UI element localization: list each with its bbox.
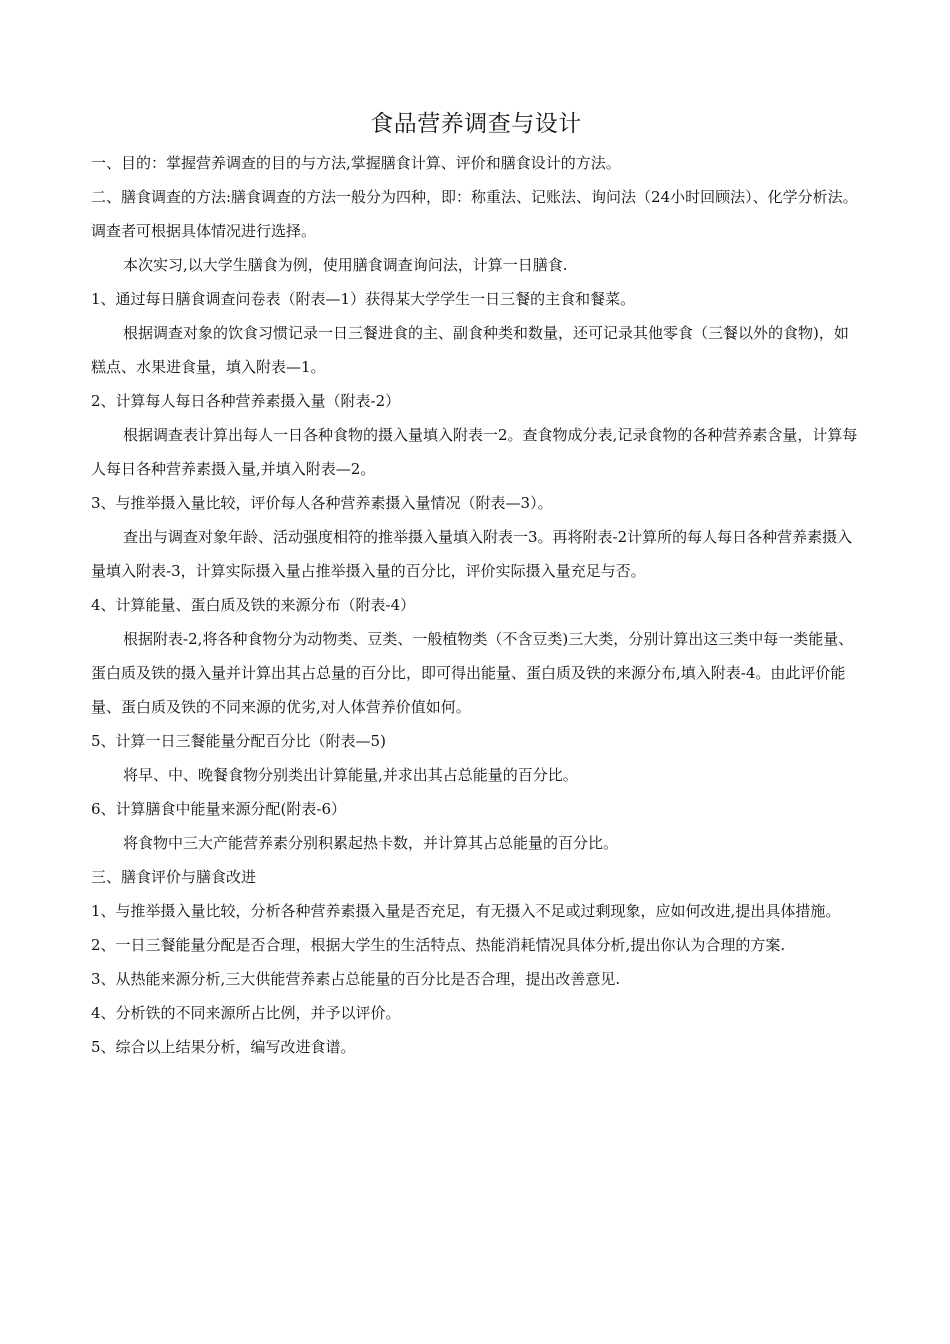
step-6-body: 将食物中三大产能营养素分别积累起热卡数，并计算其占总能量的百分比。 xyxy=(123,834,619,852)
step-3-heading: 3、与推举摄入量比较，评价每人各种营养素摄入量情况（附表—3）。 xyxy=(91,494,553,512)
evaluation-item-2: 2、一日三餐能量分配是否合理，根据大学生的生活特点、热能消耗情况具体分析,提出你认为合理的方案. xyxy=(91,936,786,954)
evaluation-item-4: 4、分析铁的不同来源所占比例，并予以评价。 xyxy=(91,1004,401,1022)
paragraph-purpose: 一、目的：掌握营养调查的目的与方法,掌握膳食计算、评价和膳食设计的方法。 xyxy=(91,154,621,172)
step-6-heading: 6、计算膳食中能量来源分配(附表-6） xyxy=(91,800,347,818)
step-1-body: 根据调查对象的饮食习惯记录一日三餐进食的主、副食种类和数量，还可记录其他零食（三餐以外的食物)，如糕点、水果进食量，填入附表—1。 xyxy=(91,324,849,376)
document-page xyxy=(91,106,861,1064)
step-4-heading: 4、计算能量、蛋白质及铁的来源分布（附表-4） xyxy=(91,596,416,614)
step-1-heading: 1、通过每日膳食调查问卷表（附表—1）获得某大学学生一日三餐的主食和餐菜。 xyxy=(91,290,636,308)
step-3-body: 查出与调查对象年龄、活动强度相符的推举摄入量填入附表一3。再将附表-2计算所的每人每日各种营养素摄入量填入附表-3，计算实际摄入量占推举摄入量的百分比，评价实际摄入量充足与否。 xyxy=(91,528,853,580)
evaluation-item-5: 5、综合以上结果分析，编写改进食谱。 xyxy=(91,1038,356,1056)
evaluation-item-3: 3、从热能来源分析,三大供能营养素占总能量的百分比是否合理，提出改善意见. xyxy=(91,970,621,988)
paragraph-practice-intro: 本次实习,以大学生膳食为例，使用膳食调查询问法，计算一日膳食. xyxy=(123,256,568,274)
step-5-body: 将早、中、晚餐食物分别类出计算能量,并求出其占总能量的百分比。 xyxy=(123,766,578,784)
step-5-heading: 5、计算一日三餐能量分配百分比（附表—5) xyxy=(91,732,386,750)
step-2-heading: 2、计算每人每日各种营养素摄入量（附表-2） xyxy=(91,392,401,410)
paragraph-methods: 二、膳食调查的方法:膳食调查的方法一般分为四种，即：称重法、记账法、询问法（24小时回顾法）、化学分析法。调查者可根据具体情况进行选择。 xyxy=(91,188,858,240)
document-title: 食品营养调查与设计 xyxy=(370,111,582,137)
step-4-body: 根据附表-2,将各种食物分为动物类、豆类、一般植物类（不含豆类)三大类，分别计算出这三类中每一类能量、蛋白质及铁的摄入量并计算出其占总量的百分比，即可得出能量、蛋白质及铁的来源分布,填入附表-4。由此评价能量、蛋白质及铁的不同来源的优劣,对人体营养价值如何。 xyxy=(91,630,854,716)
document-body xyxy=(91,146,861,1064)
section-3-heading: 三、膳食评价与膳食改进 xyxy=(91,868,257,886)
step-2-body: 根据调查表计算出每人一日各种食物的摄入量填入附表一2。查食物成分表,记录食物的各种营养素含量，计算每人每日各种营养素摄入量,并填入附表—2。 xyxy=(91,426,858,478)
evaluation-item-1: 1、与推举摄入量比较，分析各种营养素摄入量是否充足，有无摄入不足或过剩现象，应如何改进,提出具体措施。 xyxy=(91,902,841,920)
